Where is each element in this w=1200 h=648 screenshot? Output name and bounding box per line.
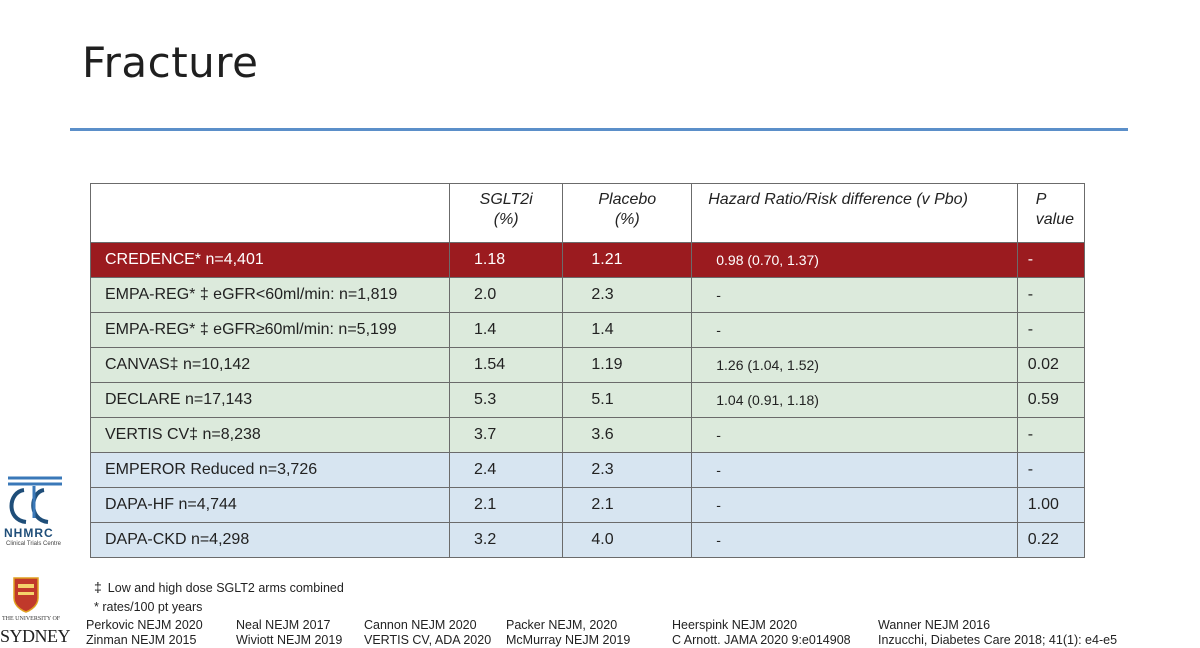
slide-title: Fracture <box>82 38 259 87</box>
sglt2i-cell: 1.18 <box>450 243 563 278</box>
placebo-cell: 3.6 <box>563 418 692 453</box>
trial-cell: EMPA-REG* ‡ eGFR≥60ml/min: n=5,199 <box>91 313 450 348</box>
hazard-ratio-cell: - <box>692 313 1018 348</box>
header-placebo <box>563 184 692 243</box>
trial-cell: EMPEROR Reduced n=3,726 <box>91 453 450 488</box>
placebo-cell: 5.1 <box>563 383 692 418</box>
footnote-dagger-text: Low and high dose SGLT2 arms combined <box>107 581 344 595</box>
sydney-wordmark: SYDNEY <box>0 626 71 646</box>
p-value-cell: - <box>1017 243 1084 278</box>
trial-cell: CREDENCE* n=4,401 <box>91 243 450 278</box>
placebo-cell: 2.3 <box>563 278 692 313</box>
footnotes <box>94 578 344 617</box>
reference: Cannon NEJM 2020 <box>364 618 477 632</box>
reference: Packer NEJM, 2020 <box>506 618 618 632</box>
reference: VERTIS CV, ADA 2020 <box>364 633 492 647</box>
nhmrc-subtitle: Clinical Trials Centre <box>6 541 62 547</box>
fracture-table <box>90 183 1085 558</box>
table-row <box>91 418 1085 453</box>
trial-cell: DAPA-CKD n=4,298 <box>91 523 450 558</box>
header-text: SGLT2i (%) <box>479 191 533 228</box>
placebo-cell: 4.0 <box>563 523 692 558</box>
trial-cell: EMPA-REG* ‡ eGFR<60ml/min: n=1,819 <box>91 278 450 313</box>
reference: McMurray NEJM 2019 <box>506 633 631 647</box>
sydney-subtitle: THE UNIVERSITY OF <box>2 616 61 622</box>
placebo-cell: 1.4 <box>563 313 692 348</box>
table-row <box>91 348 1085 383</box>
p-value-cell: - <box>1017 418 1084 453</box>
p-value-cell: 0.59 <box>1017 383 1084 418</box>
sglt2i-cell: 2.0 <box>450 278 563 313</box>
footnote-star: * rates/100 pt years <box>94 600 203 614</box>
hazard-ratio-cell: - <box>692 488 1018 523</box>
hazard-ratio-cell: 1.26 (1.04, 1.52) <box>692 348 1018 383</box>
p-value-cell: 0.22 <box>1017 523 1084 558</box>
reference: C Arnott. JAMA 2020 9:e014908 <box>672 633 851 647</box>
sglt2i-cell: 3.7 <box>450 418 563 453</box>
header-hazard-ratio: Hazard Ratio/Risk difference (v Pbo) <box>692 184 1018 243</box>
footnote-dagger <box>94 578 344 598</box>
hazard-ratio-cell: 1.04 (0.91, 1.18) <box>692 383 1018 418</box>
trial-cell: VERTIS CV‡ n=8,238 <box>91 418 450 453</box>
reference: Neal NEJM 2017 <box>236 618 331 632</box>
sglt2i-cell: 2.4 <box>450 453 563 488</box>
p-value-cell: - <box>1017 278 1084 313</box>
title-divider <box>70 128 1128 131</box>
placebo-cell: 1.19 <box>563 348 692 383</box>
placebo-cell: 2.3 <box>563 453 692 488</box>
dagger-symbol: ‡ <box>94 579 102 595</box>
placebo-cell: 1.21 <box>563 243 692 278</box>
trial-cell: CANVAS‡ n=10,142 <box>91 348 450 383</box>
trial-cell: DAPA-HF n=4,744 <box>91 488 450 523</box>
table-row <box>91 523 1085 558</box>
reference: Perkovic NEJM 2020 <box>86 618 203 632</box>
header-text: Placebo (%) <box>598 191 657 228</box>
table-row <box>91 453 1085 488</box>
sglt2i-cell: 5.3 <box>450 383 563 418</box>
header-p-value: P value <box>1017 184 1084 243</box>
hazard-ratio-cell: - <box>692 418 1018 453</box>
table-header-row <box>91 184 1085 243</box>
hazard-ratio-cell: - <box>692 523 1018 558</box>
reference: Wanner NEJM 2016 <box>878 618 991 632</box>
table-row <box>91 488 1085 523</box>
sglt2i-cell: 3.2 <box>450 523 563 558</box>
table-row <box>91 383 1085 418</box>
p-value-cell: 0.02 <box>1017 348 1084 383</box>
nhmrc-wordmark: NHMRC <box>4 526 54 540</box>
sglt2i-cell: 2.1 <box>450 488 563 523</box>
reference: Zinman NEJM 2015 <box>86 633 197 647</box>
placebo-cell: 2.1 <box>563 488 692 523</box>
table-row <box>91 243 1085 278</box>
hazard-ratio-cell: 0.98 (0.70, 1.37) <box>692 243 1018 278</box>
table-row <box>91 313 1085 348</box>
sglt2i-cell: 1.54 <box>450 348 563 383</box>
p-value-cell: 1.00 <box>1017 488 1084 523</box>
header-sglt2i <box>450 184 563 243</box>
table-row <box>91 278 1085 313</box>
p-value-cell: - <box>1017 453 1084 488</box>
hazard-ratio-cell: - <box>692 453 1018 488</box>
reference: Inzucchi, Diabetes Care 2018; 41(1): e4-e5 <box>878 633 1118 647</box>
p-value-cell: - <box>1017 313 1084 348</box>
trial-cell: DECLARE n=17,143 <box>91 383 450 418</box>
reference: Wiviott NEJM 2019 <box>236 633 343 647</box>
reference: Heerspink NEJM 2020 <box>672 618 798 632</box>
hazard-ratio-cell: - <box>692 278 1018 313</box>
header-trial <box>91 184 450 243</box>
sglt2i-cell: 1.4 <box>450 313 563 348</box>
